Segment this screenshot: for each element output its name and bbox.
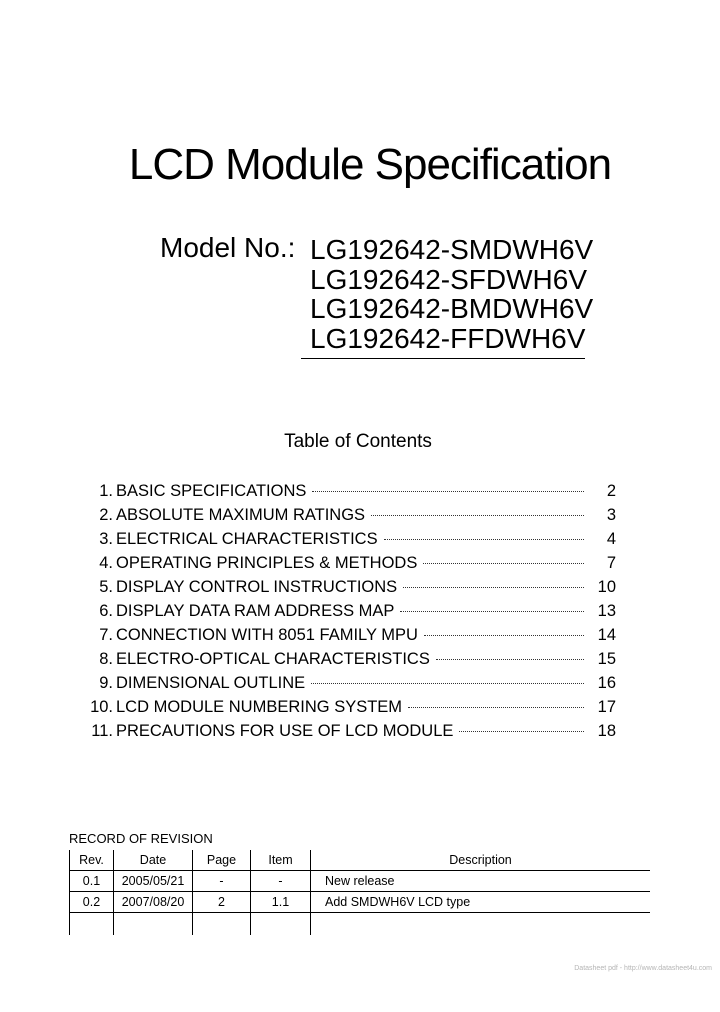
toc-leader [311, 683, 584, 684]
toc-leader [403, 587, 584, 588]
toc-number: 5. [99, 578, 113, 596]
toc-entry[interactable] [86, 578, 616, 602]
model-number: LG192642-BMDWH6V [310, 293, 594, 324]
toc-number: 8. [99, 650, 113, 668]
toc-page: 10 [597, 578, 616, 596]
toc-number: 10. [90, 698, 113, 716]
toc-entry[interactable] [86, 650, 616, 674]
watermark: Datasheet pdf - http://www.datasheet4u.com [574, 965, 712, 972]
toc-page: 18 [597, 722, 616, 740]
rev-cell: 0.2 [70, 892, 114, 913]
toc-number: 11. [91, 722, 113, 740]
toc-label: CONNECTION WITH 8051 FAMILY MPU [116, 626, 418, 644]
model-number: LG192642-SFDWH6V [310, 263, 588, 295]
toc-label: DISPLAY CONTROL INSTRUCTIONS [116, 578, 398, 596]
toc-page: 13 [597, 602, 616, 620]
toc-label: BASIC SPECIFICATIONS [116, 482, 307, 500]
model-number: LG192642-SMDWH6V [310, 234, 594, 265]
toc-entry[interactable] [86, 674, 616, 698]
revision-row [70, 892, 651, 913]
toc-page: 17 [597, 698, 616, 716]
toc-leader [436, 659, 584, 660]
date-header: Date [114, 850, 193, 871]
toc-leader [424, 635, 584, 636]
toc-entry[interactable] [86, 482, 616, 506]
revision-row-empty [70, 913, 651, 936]
revision-table [69, 850, 650, 935]
date-cell: 2005/05/21 [114, 871, 193, 892]
rev-cell: 0.1 [70, 871, 114, 892]
toc-label: DISPLAY DATA RAM ADDRESS MAP [116, 602, 395, 620]
empty-cell [70, 913, 114, 936]
toc-entry[interactable] [86, 626, 616, 650]
toc-entry[interactable] [86, 506, 616, 530]
toc-entry[interactable] [86, 698, 616, 722]
toc-number: 6. [99, 602, 113, 620]
revision-title: RECORD OF REVISION [69, 831, 213, 846]
toc-leader [312, 491, 584, 492]
toc-entry[interactable] [86, 530, 616, 554]
toc-entry[interactable] [86, 722, 616, 746]
page-cell: 2 [193, 892, 251, 913]
toc-leader [459, 731, 584, 732]
empty-cell [114, 913, 193, 936]
toc-page: 7 [606, 554, 616, 572]
toc-label: LCD MODULE NUMBERING SYSTEM [116, 698, 403, 716]
toc-page: 4 [606, 530, 616, 548]
toc-leader [423, 563, 584, 564]
model-number: LG192642-FFDWH6V [310, 322, 586, 354]
toc-label: DIMENSIONAL OUTLINE [116, 674, 306, 692]
table-of-contents [86, 482, 616, 746]
empty-cell [251, 913, 311, 936]
toc-label: ABSOLUTE MAXIMUM RATINGS [116, 506, 366, 524]
toc-page: 3 [606, 506, 616, 524]
toc-leader [400, 611, 584, 612]
date-cell: 2007/08/20 [114, 892, 193, 913]
toc-page: 2 [606, 482, 616, 500]
toc-label: OPERATING PRINCIPLES & METHODS [116, 554, 418, 572]
model-label: Model No.: [160, 232, 296, 263]
item-cell: 1.1 [251, 892, 311, 913]
description-cell: Add SMDWH6V LCD type [311, 892, 651, 913]
toc-label: ELECTRO-OPTICAL CHARACTERISTICS [116, 650, 430, 668]
revision-row [70, 871, 651, 892]
toc-leader [384, 539, 584, 540]
toc-entry[interactable] [86, 602, 616, 626]
description-header: Description [311, 850, 651, 871]
toc-entry[interactable] [86, 554, 616, 578]
toc-label: ELECTRICAL CHARACTERISTICS [116, 530, 378, 548]
toc-label: PRECAUTIONS FOR USE OF LCD MODULE [116, 722, 454, 740]
page-cell: - [193, 871, 251, 892]
model-underline [301, 358, 585, 359]
toc-title: Table of Contents [284, 431, 432, 452]
toc-page: 15 [597, 650, 616, 668]
toc-number: 7. [99, 626, 113, 644]
toc-number: 2. [99, 506, 113, 524]
toc-page: 14 [597, 626, 616, 644]
revision-header-row [70, 850, 651, 871]
toc-number: 1. [99, 482, 113, 500]
toc-leader [408, 707, 584, 708]
description-cell: New release [311, 871, 651, 892]
item-header: Item [251, 850, 311, 871]
toc-number: 9. [99, 674, 113, 692]
toc-page: 16 [597, 674, 616, 692]
toc-number: 4. [99, 554, 113, 572]
empty-cell [193, 913, 251, 936]
toc-leader [371, 515, 584, 516]
empty-cell [311, 913, 651, 936]
toc-number: 3. [99, 530, 113, 548]
model-number-list [310, 232, 594, 354]
document-title: LCD Module Specification [128, 140, 612, 189]
page-header: Page [193, 850, 251, 871]
rev-header: Rev. [70, 850, 114, 871]
item-cell: - [251, 871, 311, 892]
